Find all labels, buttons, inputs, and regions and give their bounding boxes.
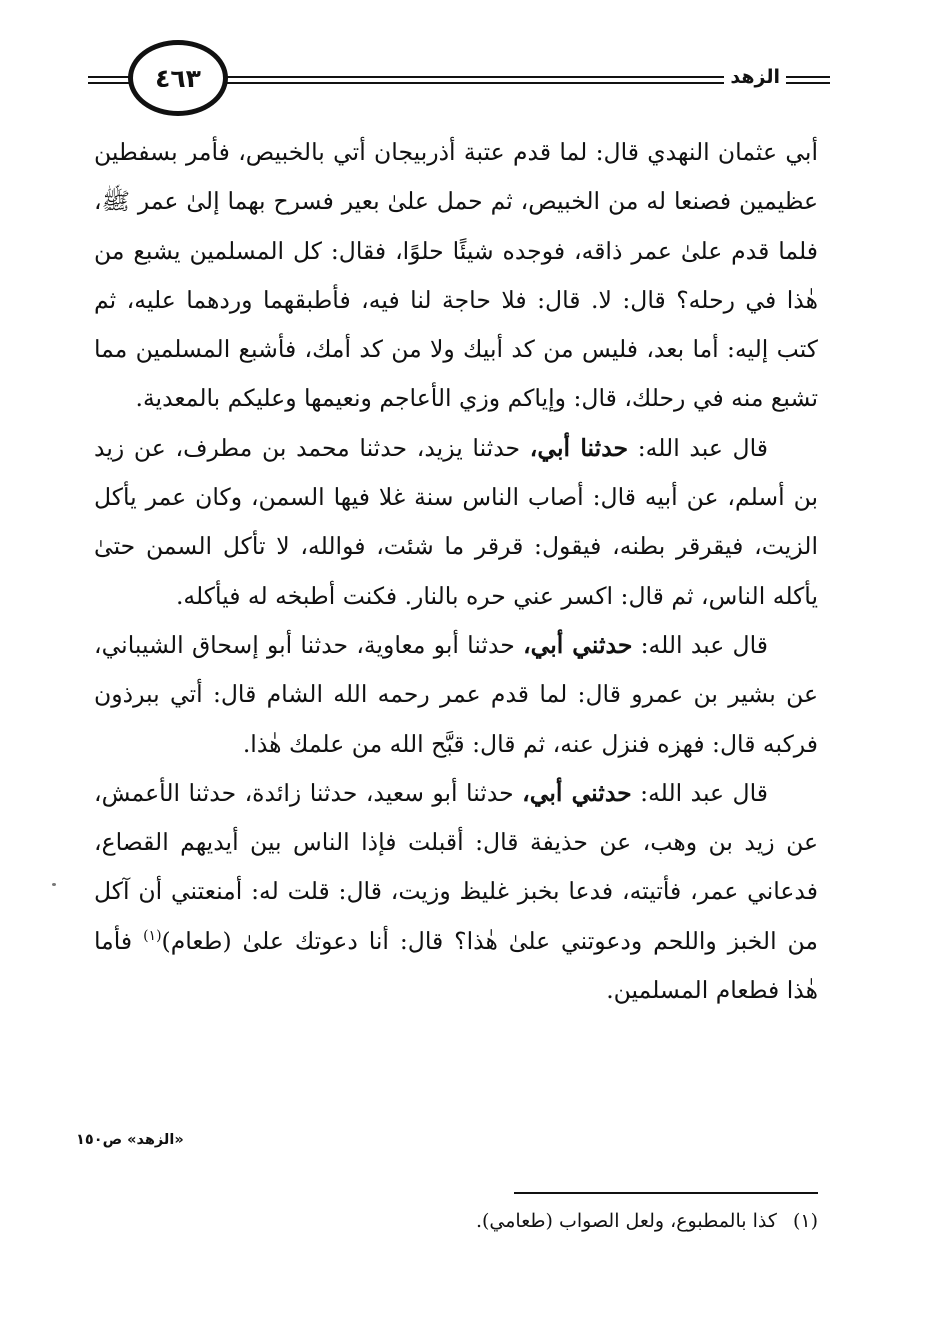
paragraph-text: حدثنا يزيد، حدثنا محمد بن مطرف، عن زيد بن أسلم، عن أبيه قال: أصاب الناس سنة غلا فيها السمن، وكان عمر يأكل الزيت، فيقرقر بطنه، فيقول: قرقر ما شئت، فوالله، لا تأكل السمن حتىٰ يأكله الناس، ثم قال: اكسر عني حره بالنار. فكنت أطبخه له فيأكله. — [94, 433, 818, 610]
paragraph-text: حدثنا أبو سعيد، حدثنا زائدة، حدثنا الأعمش، عن زيد بن وهب، عن حذيفة قال: أقبلت فإذا الناس بين أيديهم القصاع، فدعاني عمر، فأتيته، فدعا بخبز غليظ وزيت، قال: قلت له: أمنعتني أن آكل من الخبز واللحم ودعوتني علىٰ هٰذا؟ قال: أنا دعوتك علىٰ (طعام) — [94, 778, 818, 955]
paragraph — [94, 769, 818, 1015]
footnote-marker: (١) — [143, 927, 162, 944]
chain-of-narration-bold: حدثنا أبي، — [529, 433, 629, 462]
chain-of-narration-bold: حدثني أبي، — [523, 630, 633, 659]
footnote — [476, 1206, 818, 1236]
margin-reference: «الزهد» ص١٥٠ — [76, 1132, 184, 1148]
paragraph-text: فأما هٰذا فطعام المسلمين. — [94, 926, 818, 1005]
paragraph — [94, 621, 818, 769]
body-text — [94, 128, 818, 1015]
footnote-text: كذا بالمطبوع، ولعل الصواب (طعامي). — [475, 1210, 777, 1232]
paragraph-text: أبي عثمان النهدي قال: لما قدم عتبة أذربيجان أتي بالخبيص، فأمر بسفطين عظيمين فصنعا له من الخبيص، ثم حمل علىٰ بعير فسرح بهما إلىٰ عمر ﷺ، فلما قدم علىٰ عمر ذاقه، فوجده شيئًا حلوًا، فقال: كل المسلمين يشبع من هٰذا في رحله؟ قال: لا. قال: فلا حاجة لنا فيه، فأطبقهما وردهما عليه، ثم كتب إليه: أما بعد، فليس من كد أبيك ولا من كد أمك، فأشبع المسلمين مما تشبع منه في رحلك، قال: وإياكم وزي الأعاجم ونعيمها وعليكم بالمعدية. — [94, 138, 818, 413]
footnote-separator — [514, 1192, 818, 1194]
paragraph — [94, 424, 818, 621]
running-title: الزهد — [724, 66, 786, 88]
page-header — [88, 40, 830, 120]
footnote-number: (١) — [792, 1210, 818, 1232]
chain-of-narration-bold: حدثني أبي، — [522, 778, 632, 807]
paragraph-text: حدثنا أبو معاوية، حدثنا أبو إسحاق الشيباني، عن بشير بن عمرو قال: لما قدم عمر رحمه الله الشام قال: أتي ببرذون فركبه قال: فهزه فنزل عنه، ثم قال: قبَّح الله من علمك هٰذا. — [94, 630, 818, 758]
page-speck — [52, 883, 56, 886]
paragraph — [94, 128, 818, 424]
paragraph-text: قال عبد الله: — [632, 630, 768, 659]
paragraph-text: قال عبد الله: — [628, 433, 769, 462]
page-number: ٤٦٣ — [155, 63, 201, 93]
paragraph-text: قال عبد الله: — [631, 778, 769, 807]
page-number-badge — [128, 40, 228, 116]
